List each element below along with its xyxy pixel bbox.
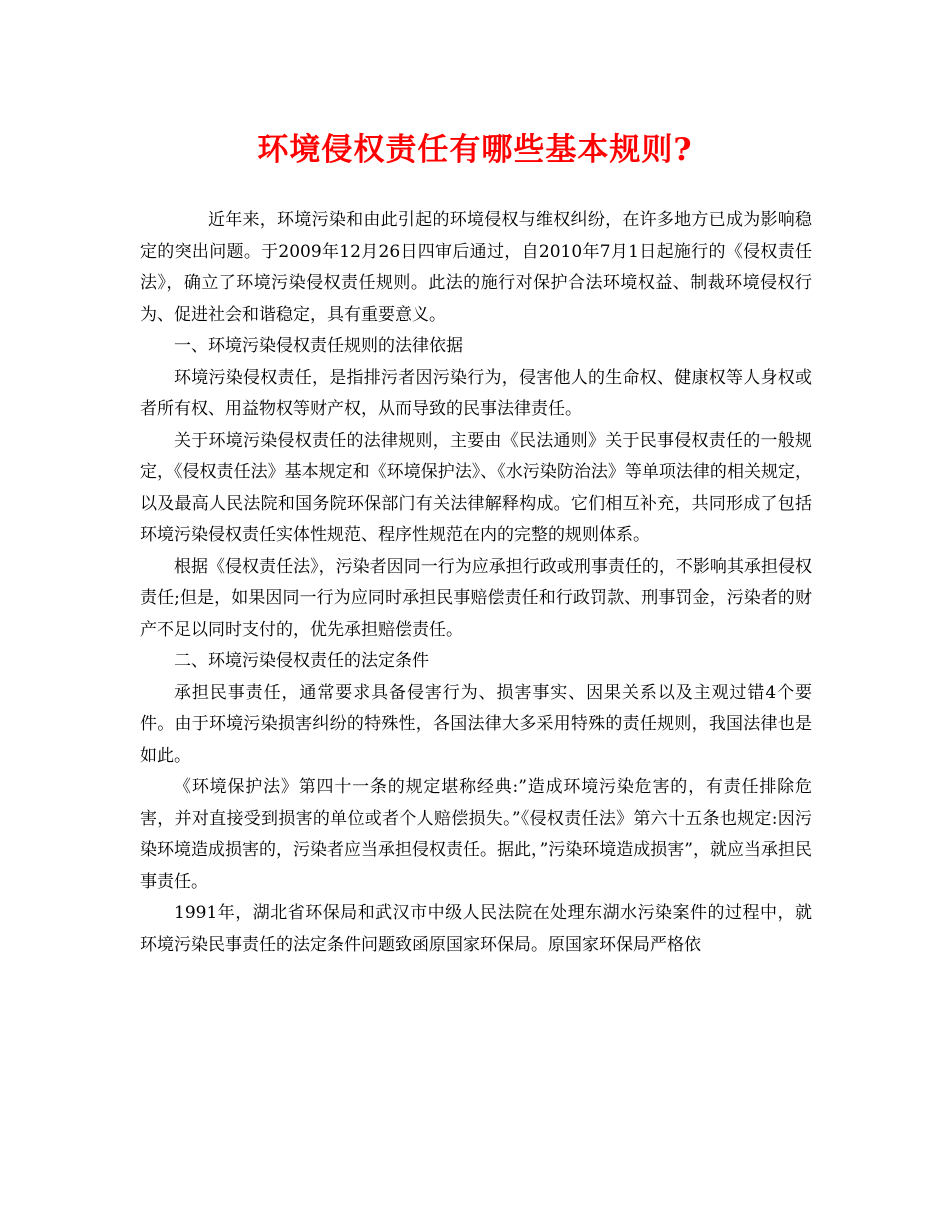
paragraph: 承担民事责任，通常要求具备侵害行为、损害事实、因果关系以及主观过错4个要件。由于环境污染损害纠纷的特殊性，各国法律大多采用特殊的责任规则，我国法律也是如此。 [140, 682, 812, 766]
paragraph: 1991年，湖北省环保局和武汉市中级人民法院在处理东湖水污染案件的过程中，就环境污染民事责任的法定条件问题致函原国家环保局。原国家环保局严格依 [140, 903, 812, 955]
document-body [140, 205, 812, 961]
document-title: 环境侵权责任有哪些基本规则? [257, 132, 693, 168]
paragraph-intro: 近年来，环境污染和由此引起的环境侵权与维权纠纷，在许多地方已成为影响稳定的突出问题。于2009年12月26日四审后通过，自2010年7月1日起施行的《侵权责任法》，确立了环境污染侵权责任规则。此法的施行对保护合法环境权益、制裁环境侵权行为、促进社会和谐稳定，具有重要意义。 [140, 210, 812, 325]
paragraph: 《环境保护法》第四十一条的规定堪称经典:”造成环境污染危害的，有责任排除危害，并对直接受到损害的单位或者个人赔偿损失。”《侵权责任法》第六十五条也规定:因污染环境造成损害的，污染者应当承担侵权责任。据此，”污染环境造成损害”，就应当承担民事责任。 [140, 777, 812, 892]
section-heading-2: 二、环境污染侵权责任的法定条件 [174, 651, 429, 671]
section-heading-1: 一、环境污染侵权责任规则的法律依据 [174, 336, 463, 356]
paragraph: 环境污染侵权责任，是指排污者因污染行为，侵害他人的生命权、健康权等人身权或者所有权、用益物权等财产权，从而导致的民事法律责任。 [140, 367, 812, 419]
paragraph: 关于环境污染侵权责任的法律规则，主要由《民法通则》关于民事侵权责任的一般规定，《侵权责任法》基本规定和《环境保护法》、《水污染防治法》等单项法律的相关规定，以及最高人民法院和国务院环保部门有关法律解释构成。它们相互补充，共同形成了包括环境污染侵权责任实体性规范、程序性规范在内的完整的规则体系。 [140, 430, 812, 545]
paragraph: 根据《侵权责任法》，污染者因同一行为应承担行政或刑事责任的，不影响其承担侵权责任;但是，如果因同一行为应同时承担民事赔偿责任和行政罚款、刑事罚金，污染者的财产不足以同时支付的，优先承担赔偿责任。 [140, 556, 812, 640]
